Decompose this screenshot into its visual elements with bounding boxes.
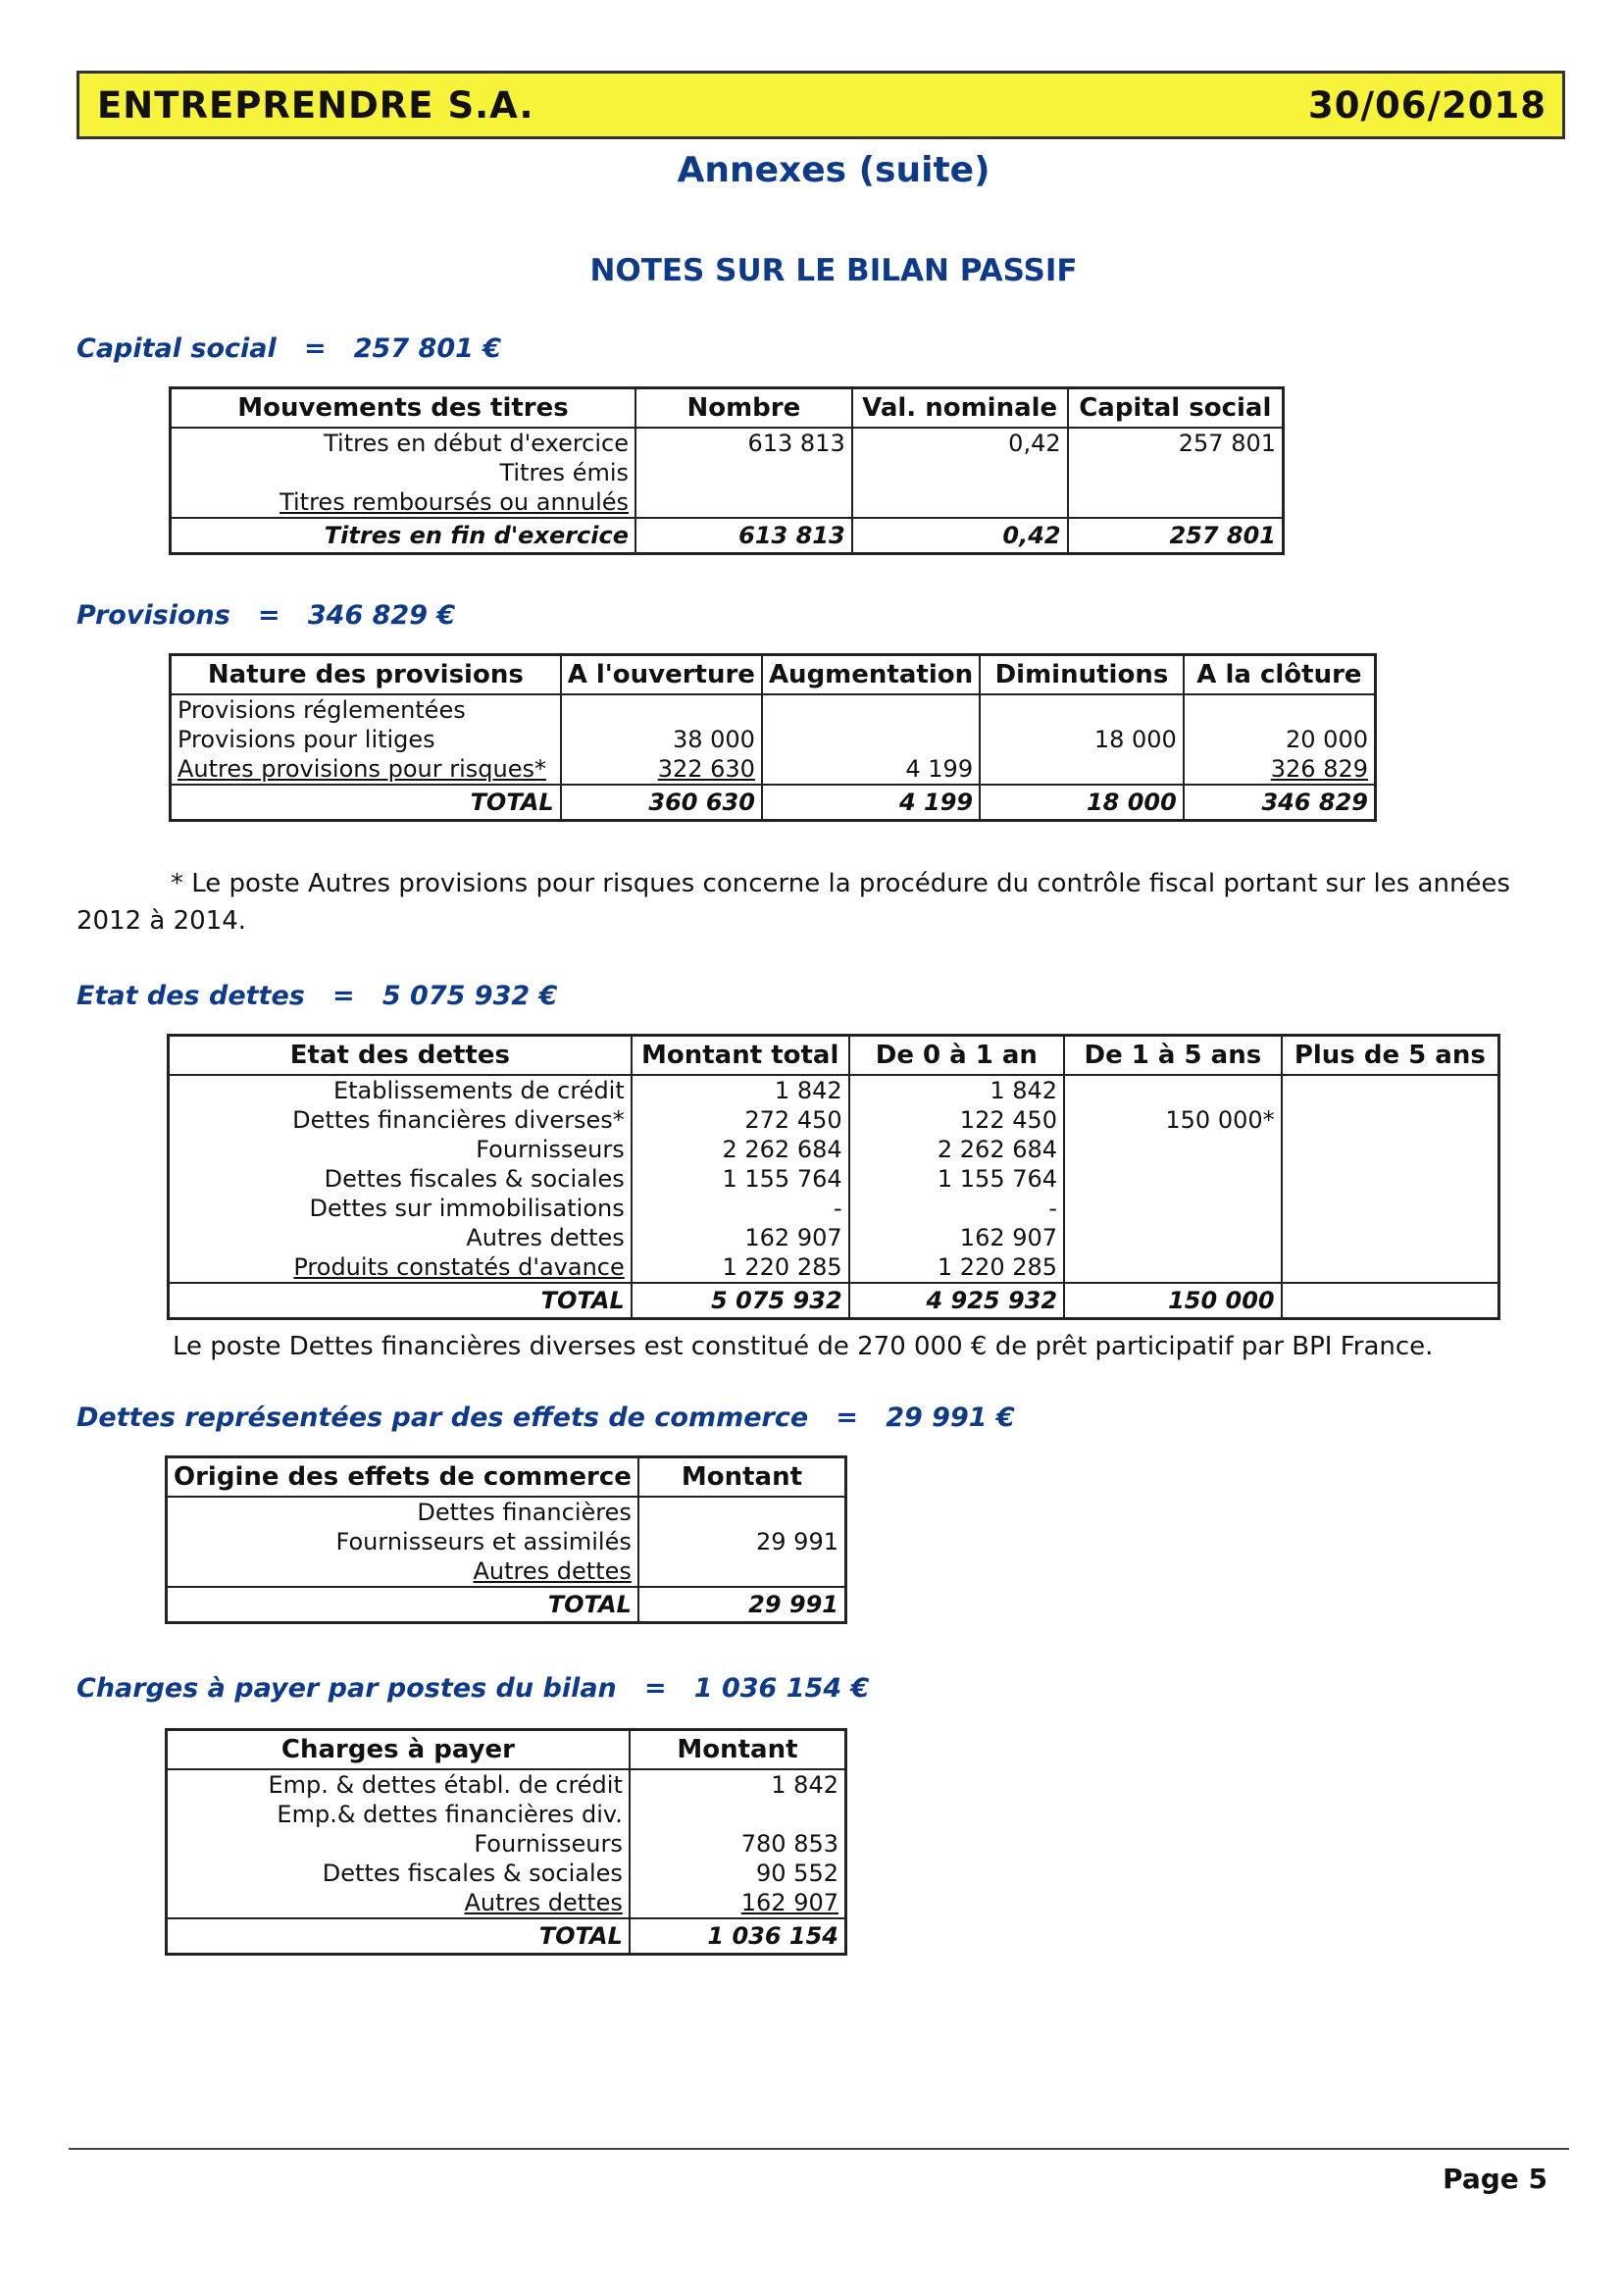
cell-value xyxy=(1071,1252,1275,1282)
provisions-body-row xyxy=(171,694,1376,785)
cell-value: 1 155 764 xyxy=(937,1165,1058,1193)
col-augmentation: Augmentation xyxy=(762,655,980,695)
page-number: Page 5 xyxy=(1443,2163,1548,2195)
row-label: Provisions pour litiges xyxy=(178,726,435,753)
capital-table xyxy=(169,386,1285,555)
cell-value: 122 450 xyxy=(959,1106,1058,1134)
col-diminutions: Diminutions xyxy=(980,655,1184,695)
col-ouverture: A l'ouverture xyxy=(561,655,762,695)
provisions-total-row xyxy=(171,785,1376,821)
cell-value xyxy=(568,695,755,725)
total-value: 150 000 xyxy=(1064,1283,1282,1319)
cell-value: 162 907 xyxy=(744,1224,842,1251)
cell-value xyxy=(987,695,1177,725)
total-value: 346 829 xyxy=(1184,785,1376,821)
row-label: Provisions réglementées xyxy=(178,696,466,724)
cell-value: 780 853 xyxy=(740,1830,838,1858)
cell-value: 1 842 xyxy=(774,1077,842,1104)
dettes-total-row xyxy=(169,1283,1499,1319)
dettes-header-row xyxy=(169,1036,1499,1076)
cell-value: 2 262 684 xyxy=(722,1136,842,1163)
cell-value xyxy=(645,1556,838,1586)
cell-value xyxy=(1071,1135,1275,1164)
col-charges: Charges à payer xyxy=(167,1730,630,1770)
total-value: 613 813 xyxy=(635,518,852,554)
total-label: TOTAL xyxy=(167,1918,630,1955)
charges-table xyxy=(165,1728,847,1956)
col-1-5-ans: De 1 à 5 ans xyxy=(1064,1036,1282,1076)
row-label: Titres remboursés ou annulés xyxy=(279,488,630,516)
cell-value: 1 220 285 xyxy=(937,1253,1058,1281)
capital-header-row xyxy=(171,388,1284,429)
header-bar xyxy=(76,71,1565,139)
cell-value: 613 813 xyxy=(747,430,845,457)
capital-nombre xyxy=(635,428,852,518)
total-value: 5 075 932 xyxy=(632,1283,849,1319)
notes-title: NOTES SUR LE BILAN PASSIF xyxy=(589,253,1078,288)
col-cloture: A la clôture xyxy=(1184,655,1376,695)
row-label: Fournisseurs et assimilés xyxy=(335,1528,632,1555)
effets-section-title: Dettes représentées par des effets de commerce = 29 991 € xyxy=(76,1402,1015,1433)
total-value: 0,42 xyxy=(852,518,1068,554)
cell-value xyxy=(1071,1194,1275,1223)
cell-value: 20 000 xyxy=(1286,726,1368,753)
total-value: 29 991 xyxy=(638,1587,846,1623)
dettes-labels xyxy=(169,1075,632,1283)
col-montant: Montant xyxy=(630,1730,846,1770)
col-etat-dettes: Etat des dettes xyxy=(169,1036,632,1076)
capital-section-title: Capital social = 257 801 € xyxy=(76,333,502,364)
row-label: Autres dettes xyxy=(466,1224,625,1251)
dettes-1-5-ans xyxy=(1064,1075,1282,1283)
total-value: 4 199 xyxy=(762,785,980,821)
charges-body-row xyxy=(167,1769,846,1918)
cell-value: 1 220 285 xyxy=(722,1253,842,1281)
cell-value: 0,42 xyxy=(1008,430,1061,457)
effets-header-row xyxy=(167,1457,846,1498)
effets-body-row xyxy=(167,1497,846,1587)
cell-value: - xyxy=(833,1195,842,1222)
total-value xyxy=(1282,1283,1499,1319)
provisions-cloture xyxy=(1184,694,1376,785)
capital-capital-social xyxy=(1068,428,1284,518)
cell-value xyxy=(769,695,973,725)
col-mouvements: Mouvements des titres xyxy=(171,388,636,429)
row-label: Fournisseurs xyxy=(474,1830,623,1858)
company-name: ENTREPRENDRE S.A. xyxy=(97,83,534,127)
dettes-body-row xyxy=(169,1075,1499,1283)
cell-value xyxy=(1071,1076,1275,1105)
total-label: TOTAL xyxy=(169,1283,632,1319)
cell-value: 162 907 xyxy=(740,1889,838,1916)
col-capital-social: Capital social xyxy=(1068,388,1284,429)
capital-body-row xyxy=(171,428,1284,518)
row-label: Produits constatés d'avance xyxy=(293,1253,625,1281)
cell-value xyxy=(987,754,1177,784)
cell-value: 4 199 xyxy=(905,755,974,783)
provisions-table xyxy=(169,653,1377,822)
cell-value: 2 262 684 xyxy=(937,1136,1058,1163)
dettes-section-title: Etat des dettes = 5 075 932 € xyxy=(76,981,558,1011)
provisions-header-row xyxy=(171,655,1376,695)
cell-value xyxy=(645,1498,838,1527)
total-value: 1 036 154 xyxy=(630,1918,846,1955)
row-label: Dettes financières xyxy=(417,1499,632,1526)
cell-value: 18 000 xyxy=(1093,726,1177,753)
cell-value xyxy=(1191,695,1368,725)
provisions-ouverture xyxy=(561,694,762,785)
row-label: Titres émis xyxy=(499,459,630,486)
provisions-labels xyxy=(171,694,561,785)
document-date: 30/06/2018 xyxy=(1308,83,1547,127)
row-label: Autres dettes xyxy=(473,1557,632,1585)
total-value: 257 801 xyxy=(1068,518,1284,554)
row-label: Etablissements de crédit xyxy=(332,1077,625,1104)
row-label: Dettes fiscales & sociales xyxy=(324,1165,625,1193)
footer-divider xyxy=(69,2148,1569,2150)
col-nature: Nature des provisions xyxy=(171,655,561,695)
provisions-footnote: * Le poste Autres provisions pour risques concerne la procédure du contrôle fiscal portant sur les années 2012 à 2014. xyxy=(76,869,1510,936)
cell-value: 1 155 764 xyxy=(722,1165,842,1193)
row-label: Fournisseurs xyxy=(476,1136,625,1163)
cell-value: 257 801 xyxy=(1178,430,1276,457)
row-label: Emp.& dettes financières div. xyxy=(277,1801,623,1828)
col-montant: Montant xyxy=(638,1457,846,1498)
row-label: Autres dettes xyxy=(464,1889,623,1916)
cell-value: 1 842 xyxy=(990,1077,1058,1104)
provisions-augmentation xyxy=(762,694,980,785)
cell-value xyxy=(1071,1223,1275,1252)
cell-value: 322 630 xyxy=(657,755,755,783)
total-label: TOTAL xyxy=(167,1587,638,1623)
col-montant-total: Montant total xyxy=(632,1036,849,1076)
total-value: 4 925 932 xyxy=(849,1283,1064,1319)
capital-val-nominale xyxy=(852,428,1068,518)
row-label: Dettes financières diverses* xyxy=(292,1106,625,1134)
total-label: Titres en fin d'exercice xyxy=(171,518,636,554)
capital-labels xyxy=(171,428,636,518)
row-label: Emp. & dettes établ. de crédit xyxy=(268,1771,623,1799)
row-label: Dettes sur immobilisations xyxy=(309,1195,625,1222)
col-nombre: Nombre xyxy=(635,388,852,429)
dettes-footnote: Le poste Dettes financières diverses est constitué de 270 000 € de prêt participatif par BPI France. xyxy=(173,1332,1434,1361)
cell-value: 1 842 xyxy=(771,1771,838,1799)
col-plus-5-ans: Plus de 5 ans xyxy=(1282,1036,1499,1076)
col-0-1-an: De 0 à 1 an xyxy=(849,1036,1064,1076)
cell-value: 38 000 xyxy=(672,726,755,753)
col-val-nominale: Val. nominale xyxy=(852,388,1068,429)
annexes-title: Annexes (suite) xyxy=(677,150,990,190)
cell-value: 162 907 xyxy=(959,1224,1058,1251)
cell-value: 150 000* xyxy=(1165,1106,1275,1134)
charges-section-title: Charges à payer par postes du bilan = 1 036 154 € xyxy=(76,1673,870,1704)
effets-table xyxy=(165,1455,847,1624)
dettes-plus-5-ans xyxy=(1282,1075,1499,1283)
cell-value: 326 829 xyxy=(1270,755,1368,783)
charges-total-row xyxy=(167,1918,846,1955)
dettes-table xyxy=(167,1034,1500,1320)
total-value: 18 000 xyxy=(980,785,1184,821)
provisions-diminutions xyxy=(980,694,1184,785)
col-origine: Origine des effets de commerce xyxy=(167,1457,638,1498)
dettes-0-1-an xyxy=(849,1075,1064,1283)
row-label: Titres en début d'exercice xyxy=(324,430,630,457)
cell-value xyxy=(1071,1164,1275,1194)
row-label: Autres provisions pour risques* xyxy=(178,755,546,783)
cell-value xyxy=(1289,1076,1492,1105)
cell-value: 29 991 xyxy=(756,1528,838,1555)
provisions-section-title: Provisions = 346 829 € xyxy=(76,600,456,631)
effets-total-row xyxy=(167,1587,846,1623)
row-label: Dettes fiscales & sociales xyxy=(322,1860,623,1887)
charges-montant xyxy=(630,1769,846,1918)
dettes-montant-total xyxy=(632,1075,849,1283)
effets-labels xyxy=(167,1497,638,1587)
total-label: TOTAL xyxy=(171,785,561,821)
total-value: 360 630 xyxy=(561,785,762,821)
capital-total-row xyxy=(171,518,1284,554)
cell-value: 90 552 xyxy=(756,1860,838,1887)
cell-value xyxy=(769,725,973,754)
charges-labels xyxy=(167,1769,630,1918)
effets-montant xyxy=(638,1497,846,1587)
cell-value: 272 450 xyxy=(744,1106,842,1134)
charges-header-row xyxy=(167,1730,846,1770)
cell-value: - xyxy=(1048,1195,1058,1222)
cell-value xyxy=(636,1800,838,1829)
